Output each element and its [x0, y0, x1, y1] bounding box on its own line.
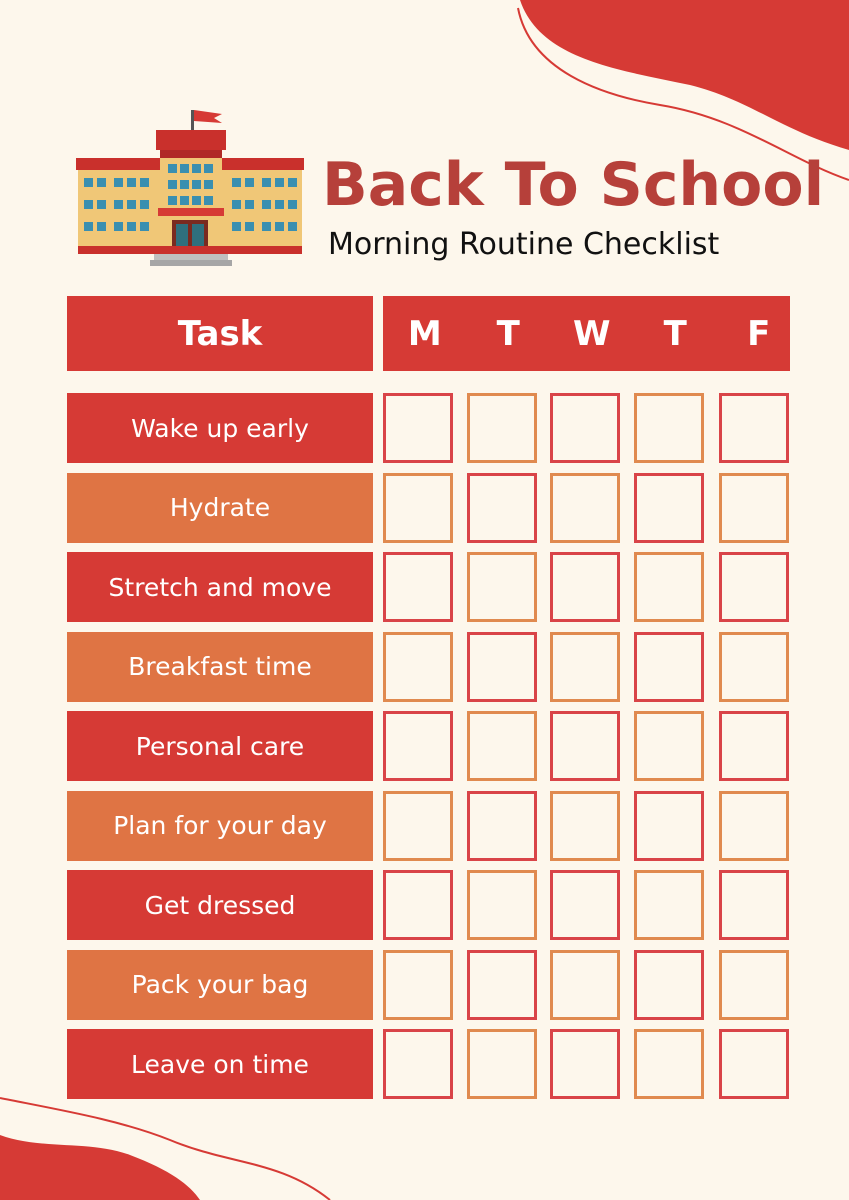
task-label: Hydrate [67, 473, 373, 543]
task-label: Personal care [67, 711, 373, 781]
day-checkbox[interactable] [383, 393, 453, 463]
day-checkbox[interactable] [467, 1029, 537, 1099]
day-header: T [496, 313, 520, 354]
task-row [67, 1029, 792, 1099]
day-checkbox[interactable] [383, 552, 453, 622]
day-checkbox[interactable] [550, 473, 620, 543]
day-checkbox[interactable] [550, 393, 620, 463]
day-checkbox[interactable] [550, 870, 620, 940]
day-checkbox[interactable] [719, 791, 789, 861]
day-checkbox[interactable] [719, 552, 789, 622]
task-label: Get dressed [67, 870, 373, 940]
day-checkbox[interactable] [383, 711, 453, 781]
day-checkbox[interactable] [467, 632, 537, 702]
day-checkbox[interactable] [634, 632, 704, 702]
day-checkbox[interactable] [634, 791, 704, 861]
day-checkbox[interactable] [383, 632, 453, 702]
task-row [67, 473, 792, 543]
task-row [67, 711, 792, 781]
day-checkbox[interactable] [383, 1029, 453, 1099]
day-checkbox[interactable] [719, 870, 789, 940]
day-checkbox[interactable] [467, 711, 537, 781]
task-label: Wake up early [67, 393, 373, 463]
day-checkbox[interactable] [634, 870, 704, 940]
day-checkbox[interactable] [550, 1029, 620, 1099]
day-header: M [407, 313, 442, 354]
day-checkbox[interactable] [467, 473, 537, 543]
day-checkbox[interactable] [550, 950, 620, 1020]
school-building-icon [74, 108, 306, 270]
page-subtitle: Morning Routine Checklist [328, 227, 720, 262]
task-row [67, 791, 792, 861]
day-checkbox[interactable] [467, 552, 537, 622]
day-checkbox[interactable] [634, 473, 704, 543]
task-row [67, 950, 792, 1020]
task-row [67, 393, 792, 463]
day-checkbox[interactable] [467, 950, 537, 1020]
checklist-rows [67, 393, 792, 1109]
day-checkbox[interactable] [634, 393, 704, 463]
day-checkbox[interactable] [467, 393, 537, 463]
day-checkbox[interactable] [550, 632, 620, 702]
day-checkbox[interactable] [634, 552, 704, 622]
task-column-header: Task [67, 296, 373, 371]
day-checkbox[interactable] [467, 870, 537, 940]
task-row [67, 632, 792, 702]
day-header: W [572, 313, 611, 354]
day-checkbox[interactable] [719, 393, 789, 463]
task-label: Pack your bag [67, 950, 373, 1020]
task-label: Leave on time [67, 1029, 373, 1099]
bottom-left-wave [0, 1135, 200, 1200]
day-header: T [663, 313, 687, 354]
page-title: Back To School [322, 150, 825, 220]
day-checkbox[interactable] [634, 950, 704, 1020]
day-checkbox[interactable] [383, 791, 453, 861]
day-checkbox[interactable] [719, 711, 789, 781]
day-checkbox[interactable] [719, 473, 789, 543]
day-checkbox[interactable] [550, 791, 620, 861]
day-checkbox[interactable] [719, 1029, 789, 1099]
task-row [67, 552, 792, 622]
task-label: Breakfast time [67, 632, 373, 702]
day-checkbox[interactable] [383, 950, 453, 1020]
day-checkbox[interactable] [550, 711, 620, 781]
days-header [383, 296, 790, 371]
day-header: F [747, 313, 771, 354]
day-checkbox[interactable] [467, 791, 537, 861]
day-checkbox[interactable] [634, 1029, 704, 1099]
day-checkbox[interactable] [383, 473, 453, 543]
day-checkbox[interactable] [634, 711, 704, 781]
task-label: Stretch and move [67, 552, 373, 622]
day-checkbox[interactable] [550, 552, 620, 622]
day-checkbox[interactable] [719, 632, 789, 702]
day-checkbox[interactable] [383, 870, 453, 940]
task-label: Plan for your day [67, 791, 373, 861]
task-row [67, 870, 792, 940]
day-checkbox[interactable] [719, 950, 789, 1020]
